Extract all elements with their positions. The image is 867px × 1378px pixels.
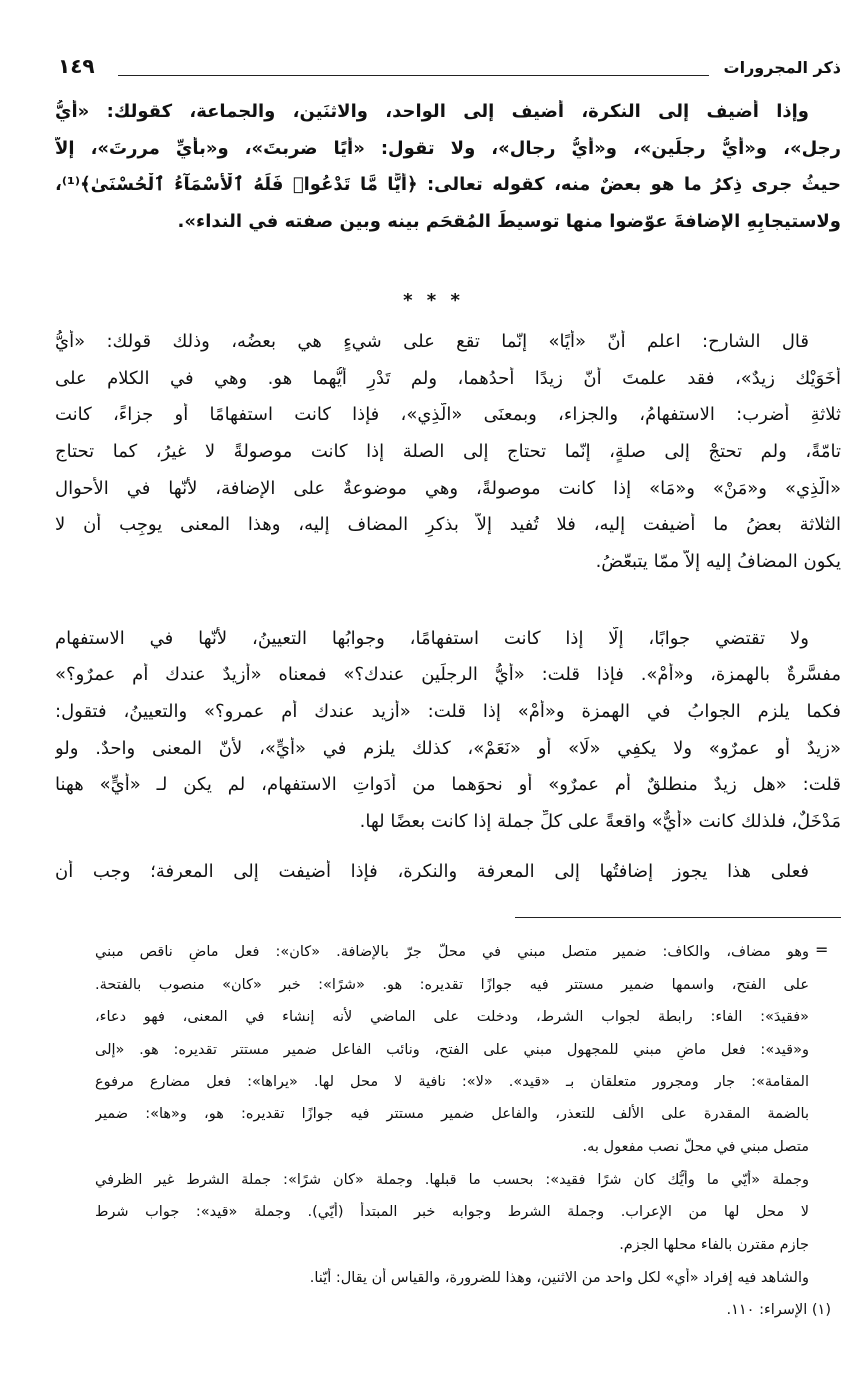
text-line: مفسَّرةٌ بالهمزة، و«أَمْ». فإذا قلت: «أيُّ الرجلَين عندك؟» فمعناه «أزيدٌ عندك أم عمرٌو؟» <box>55 664 841 685</box>
text-line: أَخَوَيْك زيدٌ»، فقد علمتَ أنّ زيدًا أحدُهما، ولم تَدْرِ أَيُّهما هو. وهي في الكلام على <box>55 368 841 389</box>
footnote-line: بالضمة المقدرة على الألف للتعذر، والفاعل ضمير مستتر فيه جوازًا تقديره: هو، و«ها»: ضمير <box>95 1106 809 1122</box>
footnote-line: وجملة «أيّي ما وأيُّك كان شرًا فقيد»: بحسب ما قبلها. وجملة «كان شرًا»: جملة الشرط غير الظرفي <box>95 1172 809 1188</box>
text-line: وإذا أضيف إلى النكرة، أضيف إلى الواحد، والاثنَين، والجماعة، كقولك: «أيُّ <box>55 101 809 122</box>
text-line: تامّةً، ولم تحتجْ إلى صلةٍ، إنّما تحتاج إلى الصلة إذا كانت موصولةً لا غيرُ، كما تحتاج <box>55 441 841 462</box>
text-line: قلت: «هل زيدٌ منطلقٌ أم عمرٌو» أو نحوَهما من أَدَواتِ الاستفهام، لم يكن لـ «أيٍّ» ههنا <box>55 774 841 795</box>
footnote-line: وهو مضاف، والكاف: ضمير متصل مبني في محلّ جرّ بالإضافة. «كان»: فعل ماضٍ ناقص مبني <box>95 944 809 960</box>
footnote-line: على الفتح، واسمها ضمير مستتر فيه جوازًا تقديره: هو. «شرًا»: خبر «كان» منصوب بالفتحة. <box>95 977 809 993</box>
footnote-rule <box>515 917 841 918</box>
footnote-line: لا محل لها من الإعراب. وجملة الشرط وجوابه خبر المبتدأ (أيّي). وجملة «قيد»: جواب شرط <box>95 1204 809 1220</box>
text-line: قال الشارح: اعلم أنّ «أيًا» إنّما تقع على شيءٍ هي بعضُه، وذلك قولك: «أَيُّ <box>55 331 809 352</box>
text-line: يكون المضافُ إليه إلاّ ممّا يتبعّضُ. <box>595 551 841 572</box>
text-line: ولا تقتضي جوابًا، إلّا إذا كانت استفهامًا، وجوابُها التعيينُ، لأنّها في الاستفهام <box>55 628 809 649</box>
text-line: «زيدٌ أو عمرٌو» ولا يكفِي «لَا» أو «نَعَمْ»، كذلك يلزم في «أَيٍّ»، لأنّ المعنى واحدٌ. ولو <box>55 738 841 759</box>
footnote-reference: (١) الإسراء: ١١٠. <box>726 1302 831 1318</box>
footnote-line: والشاهد فيه إفراد «أي» لكل واحد من الاثنين، وهذا للضرورة، والقياس أن يقال: أيّنا. <box>309 1270 809 1286</box>
text-line: ثلاثةِ أضرب: الاستفهامُ، والجزاء، وبمعنَى «الَّذِي»، فإذا كانت استفهامًا أو جزاءً، كانت <box>55 404 841 425</box>
text-line: فكما يلزم الجوابُ في الهمزة و«أَمْ» إذا قلت: «أزيد عندك أم عمرو؟» والتعيينُ، فتقول: <box>55 701 841 722</box>
header-rule <box>118 75 709 76</box>
text-line: مَدْخَلٌ، فلذلك كانت «أَيٌّ» واقعةً على كلِّ جملة إذا كانت بعضًا لها. <box>359 811 841 832</box>
text-line: الثلاثة بعضُ ما أضيفت إليه، فلا تُفيد إلاّ بذكرِ المضاف إليه، وهذا المعنى يوجِب أن لا <box>55 514 841 535</box>
footnote-line: جازم مقترن بالفاء محلها الجزم. <box>619 1237 809 1253</box>
page-number: ١٤٩ <box>58 54 95 78</box>
footnote-line: متصل مبني في محلّ نصب مفعول به. <box>582 1139 809 1155</box>
footnote-line: و«قيد»: فعل ماضٍ مبني للمجهول مبني على الفتح، ونائب الفاعل ضمير مستتر تقديره: هو. «إلى <box>95 1042 809 1058</box>
text-line: فعلى هذا يجوز إضافتُها إلى المعرفة والنكرة، فإذا أضيفت إلى المعرفة؛ وجب أن <box>55 861 809 882</box>
footnote-line: المقامة»: جار ومجرور متعلقان بـ «قيد». «لا»: نافية لا محل لها. «يراها»: فعل مضارع مرفوع <box>95 1074 809 1090</box>
footnote-continuation-mark: = <box>815 940 829 959</box>
text-line: «الَّذِي» و«مَنْ» و«مَا» إذا كانت موصولةً، وهي موضوعةٌ على الإضافة، لأنّها في الأحوال <box>55 478 841 499</box>
footnote-line: «فقيدَ»: الفاء: رابطة لجواب الشرط، ودخلت على الماضي لأنه إنشاء في المعنى، فهو دعاء، <box>95 1009 809 1025</box>
running-title: ذكر المجرورات <box>723 58 841 77</box>
section-separator: * * * <box>403 290 464 311</box>
text-line: رجل»، و«أيُّ رجلَين»، و«أيُّ رجال»، ولا تقول: «أيًا ضربتَ»، و«بأيِّ مررتَ»، إلاّ <box>55 138 841 159</box>
text-line: ولاستيجابِهِ الإضافةَ عوّضوا منها توسيطَ المُقحَم بينه وبين صفته في النداء». <box>177 211 841 232</box>
text-line: حيثُ جرى ذِكرُ ما هو بعضٌ منه، كقوله تعالى: ﴿أَيًّا مَّا تَدْعُوا۟ فَلَهُ ٱلْأَسْمَآءُ ٱلْحُسْنَىٰ﴾⁽¹⁾، <box>55 174 841 195</box>
